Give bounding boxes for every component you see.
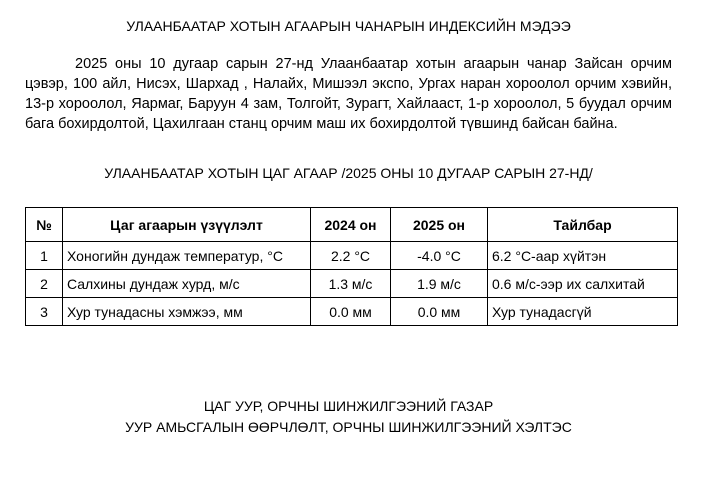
row-value-2025: 1.9 м/с — [391, 270, 488, 298]
row-indicator: Салхины дундаж хурд, м/с — [63, 270, 311, 298]
table-row — [26, 270, 678, 298]
report-title: УЛААНБААТАР ХОТЫН АГААРЫН ЧАНАРЫН ИНДЕКСИЙН МЭДЭЭ — [126, 18, 571, 34]
header-year-2024: 2024 он — [311, 208, 391, 242]
row-number: 1 — [26, 242, 63, 270]
row-indicator: Хур тунадасны хэмжээ, мм — [63, 298, 311, 326]
header-indicator: Цаг агаарын үзүүлэлт — [63, 208, 311, 242]
row-note: 0.6 м/с-ээр их салхитай — [488, 270, 678, 298]
row-number: 3 — [26, 298, 63, 326]
row-number: 2 — [26, 270, 63, 298]
organization-name: ЦАГ УУР, ОРЧНЫ ШИНЖИЛГЭЭНИЙ ГАЗАР — [203, 398, 494, 414]
header-year-2025: 2025 он — [391, 208, 488, 242]
table-header-row — [26, 208, 678, 242]
row-note: 6.2 °С-аар хүйтэн — [488, 242, 678, 270]
department-name: УУР АМЬСГАЛЫН ӨӨРЧЛӨЛТ, ОРЧНЫ ШИНЖИЛГЭЭНИЙ ХЭЛТЭС — [125, 419, 572, 435]
row-value-2025: -4.0 °С — [391, 242, 488, 270]
header-note: Тайлбар — [488, 208, 678, 242]
row-value-2024: 0.0 мм — [311, 298, 391, 326]
signature-block — [25, 396, 672, 438]
table-row — [26, 242, 678, 270]
row-value-2024: 1.3 м/с — [311, 270, 391, 298]
row-value-2025: 0.0 мм — [391, 298, 488, 326]
row-note: Хур тунадасгүй — [488, 298, 678, 326]
table-row — [26, 298, 678, 326]
weather-comparison-table — [25, 207, 678, 326]
row-indicator: Хоногийн дундаж температур, °С — [63, 242, 311, 270]
row-value-2024: 2.2 °С — [311, 242, 391, 270]
summary-paragraph: 2025 оны 10 дугаар сарын 27-нд Улаанбаатар хотын агаарын чанар Зайсан орчим цэвэр, 100 айл, Нисэх, Шархад , Налайх, Мишээл экспо, Ургах наран хороолол орчим хэвийн, 13-р хороолол, Яармаг, Баруун 4 зам, Толгойт, Зурагт, Хайлааст, 1-р хороолол, 5 буудал орчим бага бохирдолтой, Цахилгаан станц орчим маш их бохирдолтой түвшинд байсан байна. — [25, 56, 672, 132]
table-caption: УЛААНБААТАР ХОТЫН ЦАГ АГААР /2025 ОНЫ 10 ДУГААР САРЫН 27-НД/ — [104, 165, 593, 181]
header-number: № — [26, 208, 63, 242]
